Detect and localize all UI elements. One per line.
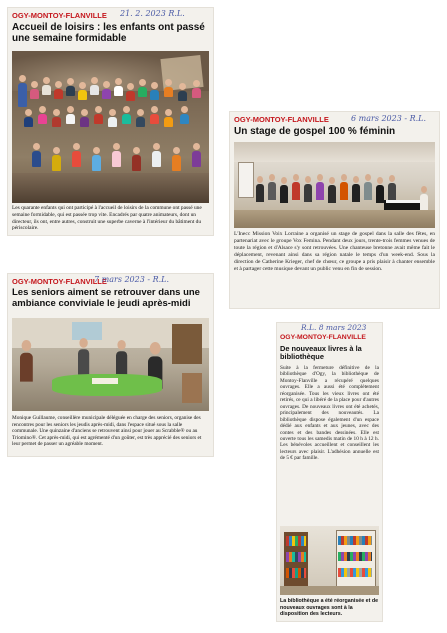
child <box>178 83 187 101</box>
child <box>192 80 201 98</box>
child <box>136 109 145 127</box>
child <box>126 83 135 101</box>
child <box>112 143 121 167</box>
child <box>150 106 159 124</box>
clipping-stage-gospel <box>230 112 439 308</box>
child <box>108 109 117 127</box>
town-kicker: OGY-MONTOY-FLANVILLE <box>12 277 107 286</box>
books-row <box>338 568 372 577</box>
town-kicker: OGY-MONTOY-FLANVILLE <box>12 11 107 20</box>
child <box>30 81 39 99</box>
hall-ceiling <box>234 142 435 162</box>
gospel-choir-photo <box>234 142 435 228</box>
game-tiles <box>92 378 118 384</box>
article-body: L'Inecc Mission Voix Lorraine a organisé un stage de gospel dans la salle des fêtes, en partenariat avec le groupe Vox Femina. Pendant deux jours, trente-trois femmes venues de toute la région et d'Alsace s'y sont retrouvées. Une chanteuse bretonne avait même fait le déplacement, revenant ainsi dans sa région natale le temps d'un week-end. Sous la direction de Catherine Krieger, chef de chœur, ce groupe a pris plaisir à chanter ensemble et à partager cette musique devant un public venu en fin de session. <box>234 231 435 273</box>
handwritten-date: 6 mars 2023 - R.L. <box>351 114 427 123</box>
headline: De nouveaux livres à la bibliothèque <box>280 344 362 362</box>
child <box>38 106 47 124</box>
headline: Un stage de gospel 100 % féminin <box>234 126 396 137</box>
child <box>52 109 61 127</box>
shelf <box>172 324 202 364</box>
senior <box>20 340 33 382</box>
floor <box>12 173 209 203</box>
singer <box>292 174 300 200</box>
children-group-photo <box>12 51 209 203</box>
hall-floor <box>234 210 435 228</box>
child <box>52 147 61 171</box>
child <box>180 106 189 124</box>
child <box>54 81 63 99</box>
town-kicker: OGY-MONTOY-FLANVILLE <box>280 334 366 341</box>
photo-caption: Les quarante enfants qui ont participé à l'accueil de loisirs de la commune ont passé une semaine formidable, qui est passée trop vite. Encadrés par quatre animateurs, dont un directeur, ils ont, entre autres, construit une superbe caverne à l'intérieur du bâtiment du périscolaire. <box>12 205 202 232</box>
photo-caption: Monique Guillaume, conseillère municipale déléguée en charge des seniors, organise des rencontres pour les seniors les jeudis après-midi, dans l'espace situé sous la salle communale. Une quinzaine d'anciens se retrouvent ainsi pour jouer au Scrabble® ou au Triomino®. Cet après-midi, qui est agrémenté d'un goûter, est très apprécié des seniors et leur permet de passer un agréable moment. <box>12 415 202 448</box>
child <box>150 82 159 100</box>
child <box>102 81 111 99</box>
clipping-seniors <box>8 274 213 456</box>
clipping-bibliotheque <box>277 323 382 621</box>
child <box>66 106 75 124</box>
singer <box>316 174 324 200</box>
handwritten-date: R.L. 8 mars 2023 <box>301 323 367 332</box>
singer <box>352 176 360 202</box>
child <box>138 79 147 97</box>
photo-caption: La bibliothèque a été réorganisée et de nouveaux ouvrages sont à la disposition des lecteurs. <box>280 598 379 618</box>
singer <box>256 176 264 202</box>
child <box>164 79 173 97</box>
books-row <box>338 552 372 561</box>
child <box>72 143 81 167</box>
child <box>92 147 101 171</box>
books-row <box>286 552 306 562</box>
handwritten-date: 7 mars 2023 - R.L. <box>94 275 170 284</box>
child <box>172 147 181 171</box>
child <box>114 78 123 96</box>
books-row <box>286 536 306 546</box>
singer <box>268 174 276 200</box>
child <box>42 77 51 95</box>
library-floor <box>280 586 379 595</box>
senior <box>116 340 127 376</box>
books-row <box>338 536 372 545</box>
clipping-accueil-loisirs <box>8 8 213 235</box>
child <box>94 106 103 124</box>
child <box>78 82 87 100</box>
headline: Accueil de loisirs : les enfants ont passé une semaine formidable <box>12 22 205 45</box>
singer <box>304 176 312 202</box>
child <box>122 106 131 124</box>
books-row <box>286 568 306 578</box>
child <box>132 147 141 171</box>
child <box>90 77 99 95</box>
chair <box>182 373 202 403</box>
child <box>152 143 161 167</box>
singer <box>376 177 384 203</box>
child <box>18 75 27 107</box>
seniors-game-photo <box>12 318 209 411</box>
town-kicker: OGY-MONTOY-FLANVILLE <box>234 115 329 124</box>
child <box>164 109 173 127</box>
child <box>32 143 41 167</box>
child <box>66 78 75 96</box>
singer <box>388 175 396 201</box>
piano-keys <box>386 200 422 203</box>
senior <box>78 338 89 374</box>
hall-window <box>238 162 254 198</box>
handwritten-date: 21. 2. 2023 R.L. <box>120 9 185 18</box>
child <box>192 143 201 167</box>
singer <box>364 174 372 200</box>
singer <box>280 177 288 203</box>
singer <box>340 174 348 200</box>
child <box>80 109 89 127</box>
singer <box>328 177 336 203</box>
child <box>24 109 33 127</box>
library-photo <box>280 526 379 595</box>
headline: Les seniors aiment se retrouver dans une ambiance conviviale le jeudi après-midi <box>12 287 200 309</box>
article-body: Suite à la fermeture définitive de la bibliothèque d'Ogy, la bibliothèque de Montoy-Flanville a récupéré quelques ouvrages. Elle a aussi été complètement réorganisée. Tous les vieux livres ont été retirés, ce qui a libéré de la place pour d'autres ouvrages. De nouveaux livres ont été achetés, principalement des nouveautés. La bibliothèque dispose également d'un espace dédié aux enfants et aux jeunes, avec des contes et des bandes dessinées. Elle est ouverte tous les samedis matin de 10 h à 12 h. Les bénévoles accueillent et conseillent les lecteurs avec plaisir. L'adhésion annuelle est de 5 € par famille. <box>280 365 379 462</box>
